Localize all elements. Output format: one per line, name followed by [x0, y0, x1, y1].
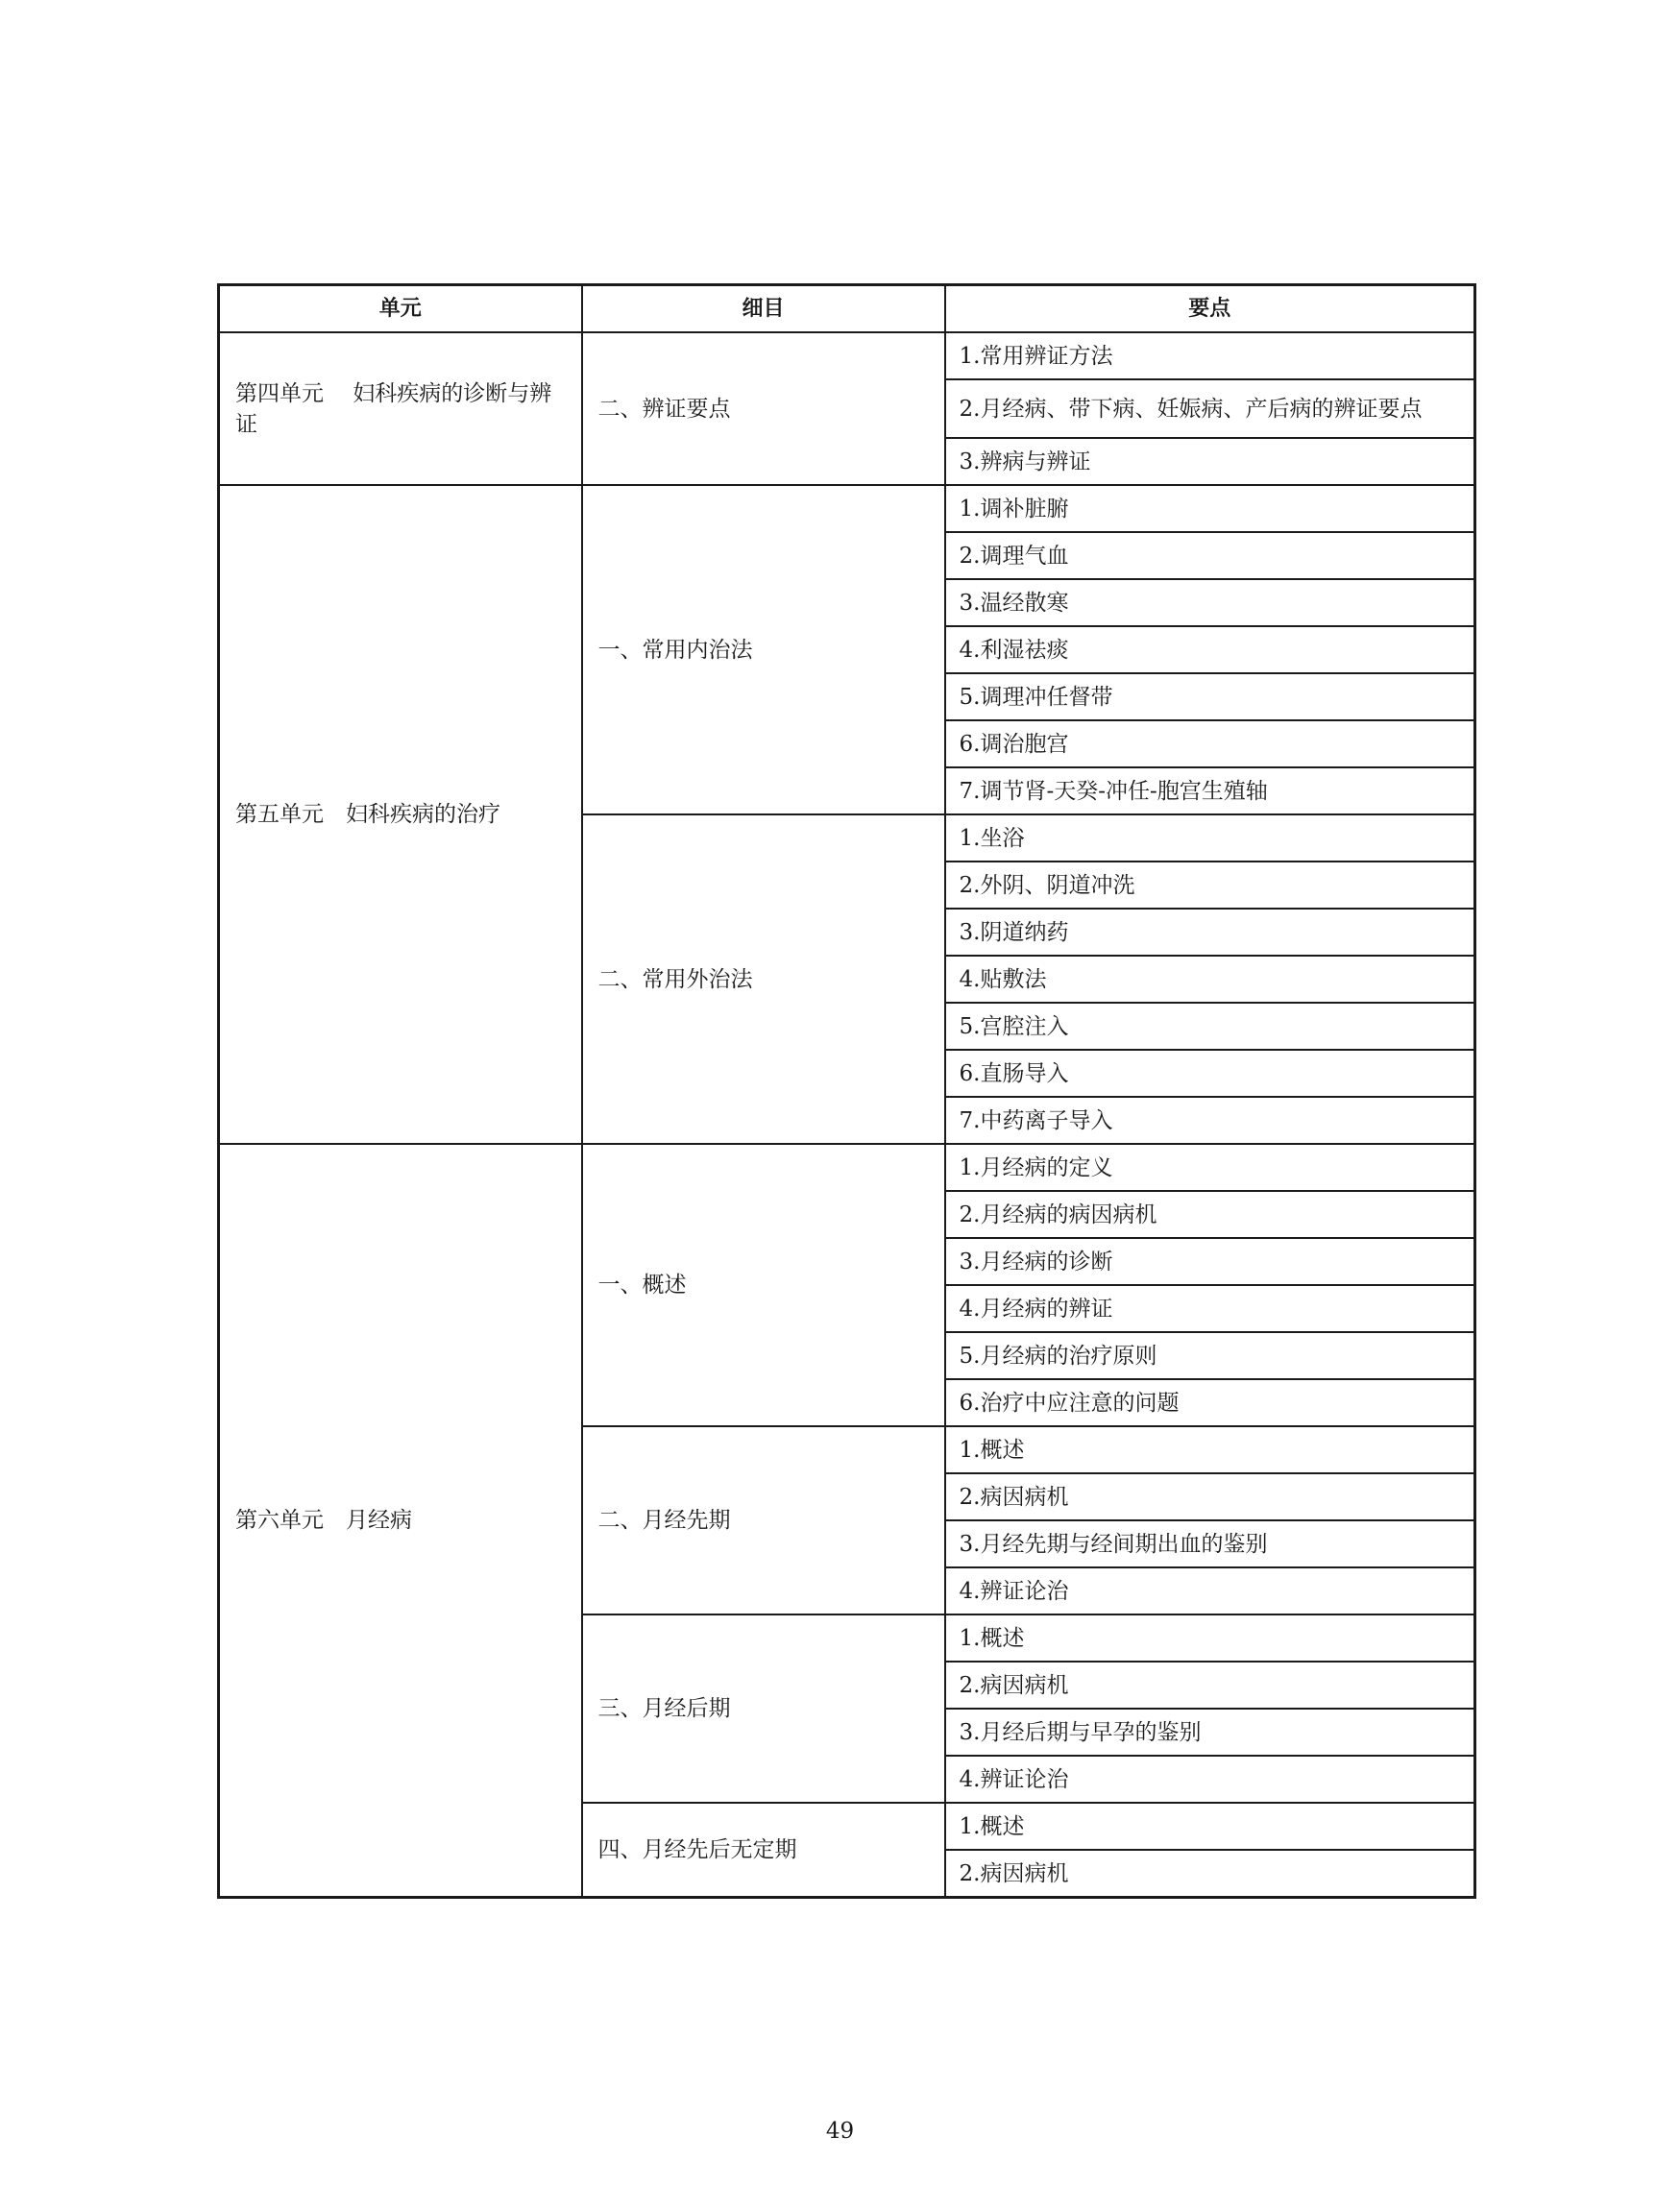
point-cell: 1.概述 [945, 1614, 1475, 1662]
page-number: 49 [825, 2119, 855, 2144]
point-cell: 3.月经后期与早孕的鉴别 [945, 1709, 1475, 1756]
point-cell: 2.病因病机 [945, 1662, 1475, 1709]
syllabus-table [217, 283, 1476, 1899]
point-cell: 4.辨证论治 [945, 1567, 1475, 1614]
point-cell: 5.调理冲任督带 [945, 673, 1475, 720]
point-cell: 6.直肠导入 [945, 1050, 1475, 1097]
item-cell: 二、月经先期 [582, 1426, 945, 1614]
point-cell: 1.坐浴 [945, 814, 1475, 862]
point-cell: 4.贴敷法 [945, 956, 1475, 1003]
point-cell: 7.调节肾-天癸-冲任-胞宫生殖轴 [945, 767, 1475, 814]
point-cell: 3.阴道纳药 [945, 909, 1475, 956]
point-cell: 1.概述 [945, 1426, 1475, 1473]
point-cell: 2.外阴、阴道冲洗 [945, 862, 1475, 909]
item-cell: 二、辨证要点 [582, 332, 945, 485]
item-cell: 二、常用外治法 [582, 814, 945, 1144]
table-row [219, 485, 1475, 532]
header-row [219, 285, 1475, 333]
point-cell: 1.常用辨证方法 [945, 332, 1475, 379]
point-cell: 2.病因病机 [945, 1850, 1475, 1898]
point-cell: 1.概述 [945, 1803, 1475, 1850]
item-cell: 三、月经后期 [582, 1614, 945, 1803]
item-cell: 四、月经先后无定期 [582, 1803, 945, 1898]
unit-cell: 第六单元 月经病 [219, 1144, 582, 1898]
point-cell: 2.病因病机 [945, 1473, 1475, 1520]
point-cell: 5.月经病的治疗原则 [945, 1332, 1475, 1379]
point-cell: 1.调补脏腑 [945, 485, 1475, 532]
header-item: 细目 [582, 285, 945, 333]
table-row [219, 332, 1475, 379]
point-cell: 4.辨证论治 [945, 1756, 1475, 1803]
point-cell: 6.治疗中应注意的问题 [945, 1379, 1475, 1426]
unit-cell: 第五单元 妇科疾病的治疗 [219, 485, 582, 1144]
point-cell: 4.利湿祛痰 [945, 626, 1475, 673]
point-cell: 7.中药离子导入 [945, 1097, 1475, 1144]
point-cell: 3.辨病与辨证 [945, 438, 1475, 485]
point-cell: 2.月经病的病因病机 [945, 1191, 1475, 1238]
point-cell: 2.调理气血 [945, 532, 1475, 579]
item-cell: 一、常用内治法 [582, 485, 945, 814]
item-cell: 一、概述 [582, 1144, 945, 1426]
header-point: 要点 [945, 285, 1475, 333]
point-cell: 2.月经病、带下病、妊娠病、产后病的辨证要点 [945, 379, 1475, 438]
point-cell: 3.月经病的诊断 [945, 1238, 1475, 1285]
point-cell: 3.温经散寒 [945, 579, 1475, 626]
table-row [219, 1144, 1475, 1191]
point-cell: 6.调治胞宫 [945, 720, 1475, 767]
header-unit: 单元 [219, 285, 582, 333]
point-cell: 5.宫腔注入 [945, 1003, 1475, 1050]
point-cell: 1.月经病的定义 [945, 1144, 1475, 1191]
unit-cell: 第四单元 妇科疾病的诊断与辨证 [219, 332, 582, 485]
point-cell: 4.月经病的辨证 [945, 1285, 1475, 1332]
point-cell: 3.月经先期与经间期出血的鉴别 [945, 1520, 1475, 1567]
